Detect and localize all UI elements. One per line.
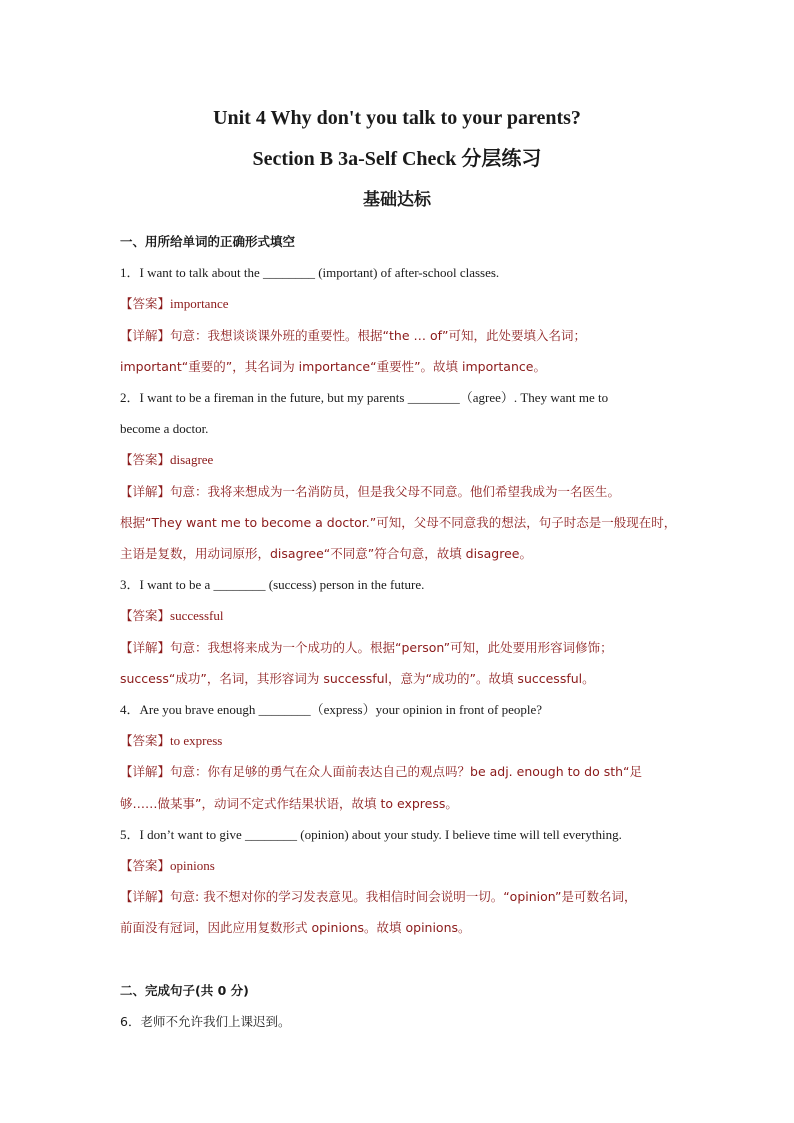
part2-heading: 二、完成句子(共 0 分) [120,982,249,998]
q1-answer [120,288,680,319]
q2-detail-cont2: 主语是复数，用动词原形，disagree“不同意”符合句意，故填 disagree。 [120,546,532,562]
q4-question: 4．Are you brave enough ________（express）your opinion in front of people? [120,702,543,718]
q2-detail-cont: 根据“They want me to become a doctor.”可知，父母不同意我的想法，句子时态是一般现在时， [120,514,677,530]
q2-answer-text: disagree [170,452,214,468]
detail-tag: 【详解】 [120,327,171,343]
q1-detail-cont: important“重要的”，其名词为 importance“重要性”。故填 importance。 [120,358,546,374]
q4-detail-cont: 够……做某事”，动词不定式作结果状语，故填 to express。 [120,795,458,811]
q2-detail [120,476,680,507]
q5-question: 5．I don’t want to give ________ (opinion) about your study. I believe time will tell everything. [120,826,622,842]
q1-question: 1．I want to talk about the ________ (important) of after-school classes. [120,265,500,281]
exercise-content [120,226,680,1037]
q6-question: 6．老师不允许我们上课迟到。 [120,1013,291,1029]
q2-question: 2．I want to be a fireman in the future, but my parents ________（agree）. They want me to [120,390,609,406]
part1-heading: 一、用所给单词的正确形式填空 [120,234,296,249]
q4-detail-text: 句意：你有足够的勇气在众人面前表达自己的观点吗？be adj. enough to do sth“足 [170,764,643,780]
q4-detail [120,756,680,787]
answer-tag: 【答案】 [120,733,171,749]
level-title: 基础达标 [363,190,431,210]
q3-answer [120,600,680,631]
q1-answer-text: importance [170,296,229,312]
answer-tag: 【答案】 [120,296,171,312]
q5-detail-cont: 前面没有冠词，因此应用复数形式 opinions。故填 opinions。 [120,920,471,936]
q5-answer [120,850,680,881]
q3-detail [120,632,680,663]
q3-question: 3．I want to be a ________ (success) person in the future. [120,577,425,593]
answer-tag: 【答案】 [120,452,171,468]
detail-tag: 【详解】 [120,483,171,499]
unit-title: Unit 4 Why don't you talk to your parents? [213,107,581,129]
detail-tag: 【详解】 [120,639,171,655]
q2-answer [120,444,680,475]
answer-tag: 【答案】 [120,608,171,624]
section-title: Section B 3a-Self Check 分层练习 [252,148,542,170]
q4-answer-text: to express [170,733,223,749]
q4-answer [120,725,680,756]
q2-detail-text: 句意：我将来想成为一名消防员，但是我父母不同意。他们希望我成为一名医生。 [170,483,621,499]
q1-detail-text: 句意：我想谈谈课外班的重要性。根据“the … of”可知，此处要填入名词； [170,327,586,343]
detail-tag: 【详解】 [120,889,171,905]
q1-detail [120,320,680,351]
q5-detail-text: 句意: 我不想对你的学习发表意见。我相信时间会说明一切。“opinion”是可数名词， [170,889,637,905]
q3-detail-cont: success“成功”，名词，其形容词为 successful，意为“成功的”。故填 successful。 [120,670,595,686]
q5-answer-text: opinions [170,858,215,874]
q5-detail [120,881,680,912]
detail-tag: 【详解】 [120,764,171,780]
q2-question-cont: become a doctor. [120,421,209,437]
answer-tag: 【答案】 [120,858,171,874]
q3-answer-text: successful [170,608,224,624]
spacer [120,944,680,975]
q3-detail-text: 句意：我想将来成为一个成功的人。根据“person”可知，此处要用形容词修饰； [170,639,613,655]
